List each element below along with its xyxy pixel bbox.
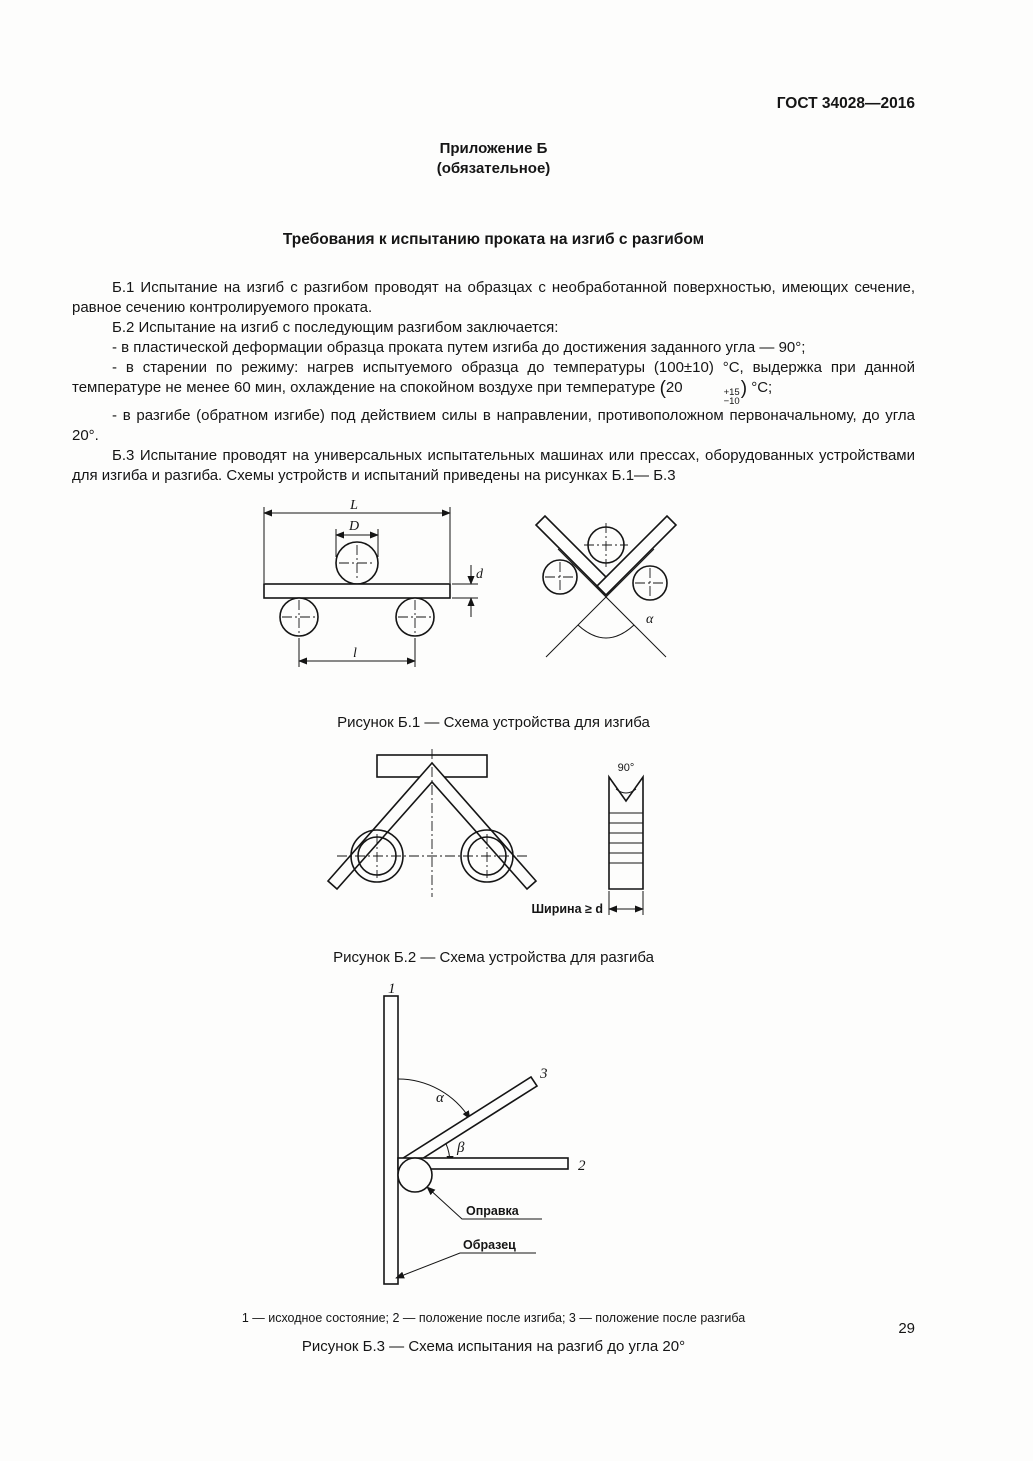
paragraph-b1: Б.1 Испытание на изгиб с разгибом проводят на образцах с необработанной поверхностью, имеющих сечение, равное сечению контролируемого проката.	[72, 279, 915, 316]
mandrel-circle	[398, 1158, 432, 1192]
page-content	[72, 95, 915, 1355]
doc-number: ГОСТ 34028—2016	[776, 95, 915, 112]
figure-b2-drawing	[279, 749, 709, 939]
angle-label-alpha: α	[435, 1090, 444, 1106]
body-text	[72, 278, 915, 486]
page-number: 29	[898, 1320, 915, 1337]
position-1-label: 1	[387, 982, 395, 997]
figure-b3-legend: 1 — исходное состояние; 2 — положение после изгиба; 3 — положение после разгиба	[241, 1311, 746, 1325]
specimen-position-1	[384, 996, 398, 1284]
bent-specimen-scheme	[536, 516, 676, 657]
aging-text: - в старении по режиму: нагрев испытуемого образца до температуры (100±10) °С, выдержка при данной температуре не менее 60 мин, охлаждение на спокойном воздухе при температуре	[72, 359, 915, 396]
paragraph-bend: - в пластической деформации образца проката путем изгиба до достижения заданного угла — 90°;	[112, 339, 806, 356]
paren-open: (	[659, 378, 666, 399]
figure-b2-caption: Рисунок Б.2 — Схема устройства для разгиба	[333, 949, 654, 966]
dim-label-L: L	[349, 499, 358, 513]
mandrel-label: Оправка	[465, 1204, 519, 1218]
angle-label-alpha: α	[645, 612, 653, 627]
position-3-label: 3	[539, 1066, 547, 1082]
paragraph-aging	[72, 358, 915, 406]
figure-b2	[72, 749, 915, 966]
specimen-beam	[264, 584, 450, 598]
dim-label-d: d	[475, 567, 483, 582]
appendix-kind: (обязательное)	[436, 160, 551, 177]
appendix-name: Приложение Б	[439, 140, 548, 157]
notch-detail	[531, 762, 643, 916]
section-title: Требования к испытанию проката на изгиб с разгибом	[282, 231, 705, 248]
position-2-label: 2	[577, 1158, 585, 1174]
figure-b1-caption: Рисунок Б.1 — Схема устройства для изгиба	[337, 714, 650, 731]
specimen-position-3	[400, 1077, 537, 1169]
figure-b3-drawing	[284, 982, 704, 1297]
bend-device-scheme	[264, 499, 484, 667]
paragraph-b3: Б.3 Испытание проводят на универсальных испытательных машинах или прессах, оборудованных устройствами для изгиба и разгиба. Схемы устройств и испытаний приведены на рисунках Б.1— Б.3	[72, 447, 915, 484]
aging-base-temp: 20	[665, 379, 683, 396]
paren-close: )	[740, 378, 748, 399]
dim-label-D: D	[348, 519, 359, 534]
temperature-tolerance	[684, 388, 740, 406]
figure-b1	[72, 499, 915, 731]
figure-b1-drawing	[254, 499, 734, 704]
figure-b3-caption: Рисунок Б.3 — Схема испытания на разгиб до угла 20°	[301, 1338, 686, 1355]
width-label: Ширина ≥ d	[530, 902, 603, 916]
tolerance-plus: +15	[723, 387, 740, 398]
tolerance-minus: −10	[723, 396, 740, 407]
rebend-test-scheme	[384, 982, 586, 1284]
dim-label-l: l	[352, 646, 357, 661]
aging-text-tail: °С;	[747, 379, 773, 396]
angle-label-beta: β	[456, 1140, 464, 1156]
paragraph-rebend: - в разгибе (обратном изгибе) под действием силы в направлении, противоположном первоначальному, до угла 20°.	[72, 407, 915, 444]
unbend-device-scheme	[328, 749, 536, 897]
paragraph-b2: Б.2 Испытание на изгиб с последующим разгибом заключается:	[112, 319, 559, 336]
specimen-label: Образец	[462, 1238, 516, 1252]
figure-b3	[72, 982, 915, 1355]
angle-label-90: 90°	[617, 762, 634, 774]
appendix-heading	[72, 139, 915, 179]
